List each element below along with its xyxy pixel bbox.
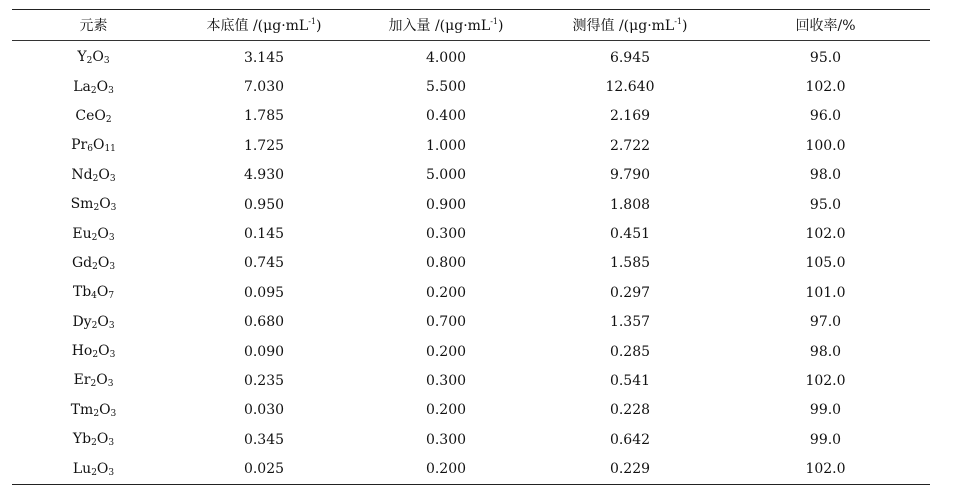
cell-found: 0.228	[609, 402, 651, 419]
cell-background: 0.095	[243, 284, 285, 301]
header-recovery: 回收率/%	[795, 18, 856, 34]
cell-background: 7.030	[243, 79, 285, 96]
cell-background: 0.745	[243, 255, 285, 272]
header-found: 测得值 $/(\mu g\cdot mL^{-1})$	[572, 17, 688, 34]
table-body	[12, 41, 930, 484]
cell-element: $Ho_2O_3$	[71, 343, 116, 361]
cell-element: $Y_2O_3$	[77, 49, 110, 67]
cell-element: $Yb_2O_3$	[72, 431, 115, 449]
cell-found: 0.285	[609, 343, 651, 360]
cell-recovery: 102.0	[805, 226, 846, 243]
table-row	[12, 425, 930, 454]
cell-recovery: 98.0	[809, 343, 842, 360]
table-row	[12, 102, 930, 131]
table-row	[12, 161, 930, 190]
cell-element: CeO$_2$	[75, 107, 112, 125]
cell-recovery: 105.0	[805, 255, 846, 272]
cell-element: $Tm_2O_3$	[70, 401, 117, 419]
cell-found: 12.640	[605, 79, 655, 96]
cell-added: 0.300	[425, 431, 467, 448]
cell-element: $Sm_2O_3$	[70, 196, 117, 214]
cell-element: $Gd_2O_3$	[71, 254, 116, 272]
recovery-table	[12, 9, 930, 485]
cell-element: $Er_2O_3$	[73, 372, 114, 390]
cell-found: 0.642	[609, 431, 651, 448]
cell-found: 0.297	[609, 284, 651, 301]
cell-element: $La_2O_3$	[73, 78, 114, 96]
cell-added: 0.200	[425, 284, 467, 301]
table-row	[12, 454, 930, 483]
cell-added: 4.000	[425, 49, 467, 66]
cell-background: 0.345	[243, 431, 285, 448]
cell-element: $Lu_2O_3$	[72, 460, 115, 478]
cell-found: 0.541	[609, 372, 651, 389]
header-added: 加入量 $/(\mu g\cdot mL^{-1})$	[388, 17, 504, 34]
cell-background: 0.030	[243, 402, 285, 419]
cell-recovery: 99.0	[809, 402, 842, 419]
cell-background: 4.930	[243, 167, 285, 184]
cell-found: 2.169	[609, 108, 651, 125]
cell-background: 0.145	[243, 226, 285, 243]
header-element: 元素	[79, 18, 108, 34]
table-row	[12, 72, 930, 101]
table-row	[12, 308, 930, 337]
cell-background: 3.145	[243, 49, 285, 66]
table-row	[12, 396, 930, 425]
cell-element: $Tb_4O_7$	[72, 284, 115, 302]
cell-added: 0.200	[425, 461, 467, 478]
cell-added: 1.000	[425, 137, 467, 154]
cell-found: 0.451	[609, 226, 651, 243]
cell-recovery: 96.0	[809, 108, 842, 125]
cell-element: $Eu_2O_3$	[72, 225, 115, 243]
cell-background: 0.680	[243, 314, 285, 331]
cell-element: $Dy_2O_3$	[72, 313, 115, 331]
cell-found: 0.229	[609, 461, 651, 478]
cell-found: 9.790	[609, 167, 651, 184]
cell-added: 0.700	[425, 314, 467, 331]
cell-added: 5.500	[425, 79, 467, 96]
header-background: 本底值 $/(\mu g\cdot mL^{-1})$	[206, 17, 322, 34]
cell-recovery: 97.0	[809, 314, 842, 331]
cell-recovery: 99.0	[809, 431, 842, 448]
cell-recovery: 100.0	[805, 137, 846, 154]
cell-recovery: 102.0	[805, 79, 846, 96]
table-row	[12, 190, 930, 219]
cell-element: $Nd_2O_3$	[71, 166, 116, 184]
cell-added: 0.900	[425, 196, 467, 213]
cell-found: 6.945	[609, 49, 651, 66]
cell-added: 0.400	[425, 108, 467, 125]
cell-background: 1.725	[243, 137, 285, 154]
table-row	[12, 366, 930, 395]
cell-added: 0.300	[425, 226, 467, 243]
cell-recovery: 95.0	[809, 196, 842, 213]
cell-added: 0.300	[425, 372, 467, 389]
cell-background: 1.785	[243, 108, 285, 125]
cell-background: 0.950	[243, 196, 285, 213]
cell-found: 2.722	[609, 137, 651, 154]
cell-found: 1.808	[609, 196, 651, 213]
table-row	[12, 219, 930, 248]
cell-recovery: 101.0	[805, 284, 846, 301]
cell-background: 0.090	[243, 343, 285, 360]
table-row	[12, 249, 930, 278]
table-header-row	[12, 10, 930, 40]
cell-found: 1.357	[609, 314, 651, 331]
table-row	[12, 337, 930, 366]
cell-recovery: 95.0	[809, 49, 842, 66]
cell-recovery: 102.0	[805, 461, 846, 478]
cell-added: 5.000	[425, 167, 467, 184]
cell-recovery: 102.0	[805, 372, 846, 389]
cell-found: 1.585	[609, 255, 651, 272]
cell-element: $Pr_6O_{11}$	[71, 137, 116, 155]
cell-background: 0.025	[243, 461, 285, 478]
table-bottom-rule	[12, 484, 930, 485]
cell-background: 0.235	[243, 372, 285, 389]
cell-recovery: 98.0	[809, 167, 842, 184]
cell-added: 0.200	[425, 402, 467, 419]
table-row	[12, 43, 930, 72]
cell-added: 0.200	[425, 343, 467, 360]
cell-added: 0.800	[425, 255, 467, 272]
table-row	[12, 131, 930, 160]
table-row	[12, 278, 930, 307]
